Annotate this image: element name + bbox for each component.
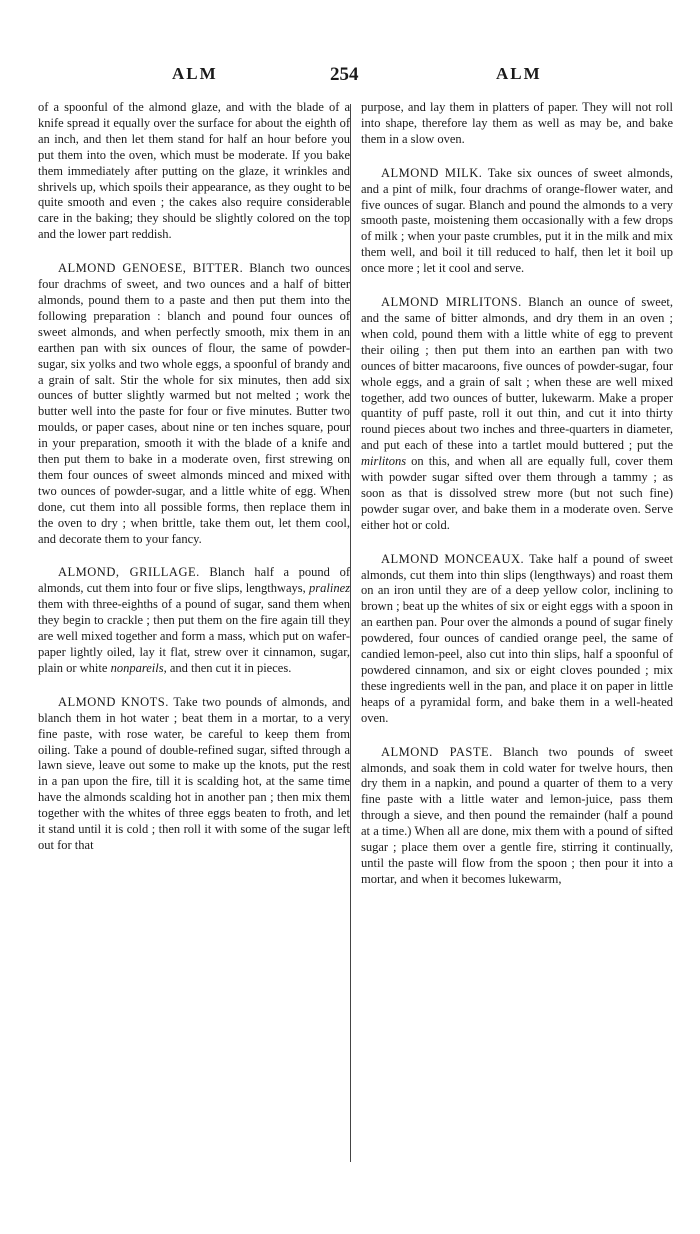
entry-almond-milk [361,166,673,277]
entry-body: Take two pounds of almonds, and blanch them in hot water ; beat them in a mortar, to a very fine paste, with rose water, be careful to keep them from oiling. Take a pound of double-refined sugar, sifted through a lawn sieve, leave out some to make up the knots, put the rest in a pan upon the fire, till it is scalding hot, at the same time have the almonds scalding hot in another pan ; then mix them together with the whites of three eggs beaten to froth, and let it stand until it is cold ; then roll it with some of the sugar left out for that [38,694,350,852]
column-rule [350,104,351,1162]
running-head-left: ALM [172,64,218,83]
entry-almond-grillage [38,565,350,676]
entry-heading: ALMOND, GRILLAGE. [58,565,200,580]
entry-almond-mirlitons [361,295,673,534]
entry-body: Blanch two pounds of sweet almonds, and soak them in cold water for twelve hours, then dry them in a napkin, and pound a quarter of them to a very fine paste with a little water and lemon-juice, pass them through a sieve, and then pound the remainder (half a pound at a time.) When all are done, mix them with a pound of sifted sugar ; place them over a gentle fire, stirring it continually, until the paste will flow from the spoon ; then pour it into a mortar, and when it becomes lukewarm, [361,744,673,886]
entry-almond-monceaux [361,552,673,727]
entry-body: Blanch half a pound of almonds, cut them into four or five slips, lengthways, pralinez them with three-eighths of a pound of sugar, sand them when they begin to crackle ; then put them on the fire again till they are well mixed together and form a mass, which put on wafer-paper lightly oiled, lay it flat, strew over it cinnamon, sugar, plain or white nonpareils, and then cut it in pieces. [38,565,350,675]
entry-almond-genoese [38,261,350,547]
page-number: 254 [330,64,359,85]
entry-heading: ALMOND MIRLITONS. [381,295,522,310]
right-column [361,100,673,888]
entry-heading: ALMOND PASTE. [381,744,493,759]
running-head-right: ALM [496,64,542,83]
entry-heading: ALMOND MONCEAUX. [381,551,525,566]
entry-almond-paste [361,745,673,888]
entry-heading: ALMOND KNOTS. [58,694,169,709]
entry-almond-knots [38,695,350,854]
entry-heading: ALMOND MILK. [381,165,483,180]
entry-body: Blanch an ounce of sweet, and the same of bitter almonds, and dry them in an oven ; when cold, pound them with a little white of egg to prevent their oiling ; then put them into an earthen pan with two ounces of bitter macaroons, five ounces of powder-sugar, four whole eggs, and a grain of salt ; when these are well mixed together, add two ounces of butter, lukewarm. Make a proper quantity of puff paste, roll it out thin, and cut it into thirty round pieces about two inches and three-quarters in diameter, and put each of these into a tartlet mould buttered ; put the mirlitons on this, and when all are equally full, cover them with powder sugar sifted over them through a tammy ; as soon as that is dissolved strew more (but not such fine) powder sugar over, and bake them in a moderate oven. Serve either hot or cold. [361,295,673,532]
entry-heading: ALMOND GENOESE, BITTER. [58,261,244,276]
entry-body: of a spoonful of the almond glaze, and with the blade of a knife spread it equally over the surface for about the eighth of an inch, and then let them stand for half an hour before you put them into the oven, which must be moderate. If you bake them immediately after putting on the glaze, it wrinkles and shrivels up, which spoils their appearance, as they ought to be quite smooth and even ; the cakes also require considerable care in the baking; they should be slightly colored on the top and the lower part reddish. [38,100,350,242]
entry-continuation [38,100,350,243]
entry-body: Take six ounces of sweet almonds, and a pint of milk, four drachms of orange-flower water, and five ounces of sugar. Blanch and pound the almonds to a very smooth paste, moistening them occasionally with a few drops of milk ; when your paste crumbles, put it in the milk and mix them well, and boil it till reduced to half, then let it boil up once more ; let it cool and serve. [361,165,673,276]
entry-continuation [361,100,673,148]
left-column [38,100,350,854]
entry-body: Blanch two ounces four drachms of sweet, and two ounces and a half of bitter almonds, pound them to a paste and then put them into the following preparation : blanch and pound four ounces of sweet almonds, and when perfectly smooth, mix them in an earthen pan with six ounces of flour, the same of powder-sugar, six yolks and two whole eggs, a spoonful of brandy and a grain of salt. Stir the whole for six minutes, then add six ounces of butter slightly warmed but not melted ; work the butter well into the paste for four or five minutes. Butter two moulds, or paper cases, about nine or ten inches square, pour in your preparation, smooth it with the blade of a knife and then put them to bake in a moderate oven, first strewing on them four ounces of sweet almonds minced and mixed with two ounces of powder-sugar, and a little white of egg. When done, cut them into all possible forms, then replace them in the oven to dry ; when brittle, take them out, let them cool, and decorate them to your fancy. [38,261,351,546]
entry-body: purpose, and lay them in platters of paper. They will not roll into shape, therefore lay them as well as may be, and bake them in a slow oven. [361,100,673,146]
entry-body: Take half a pound of sweet almonds, cut them into thin slips (lengthways) and roast them on an iron until they are of a deep yellow color, inclining to brown ; beat up the whites of six or eight eggs with a spoon in an earthen pan. Pour over the almonds a pound of sugar finely powdered, four ounces of candied orange peel, the same of candied lemon-peel, also cut into thin slips, half a spoonful of powdered cinnamon, and six or eight cloves pounded ; mix these ingredients well in the pan, and place it on paper in little heaps of a pyramidal form, and bake them in a well-heated oven. [361,551,673,725]
